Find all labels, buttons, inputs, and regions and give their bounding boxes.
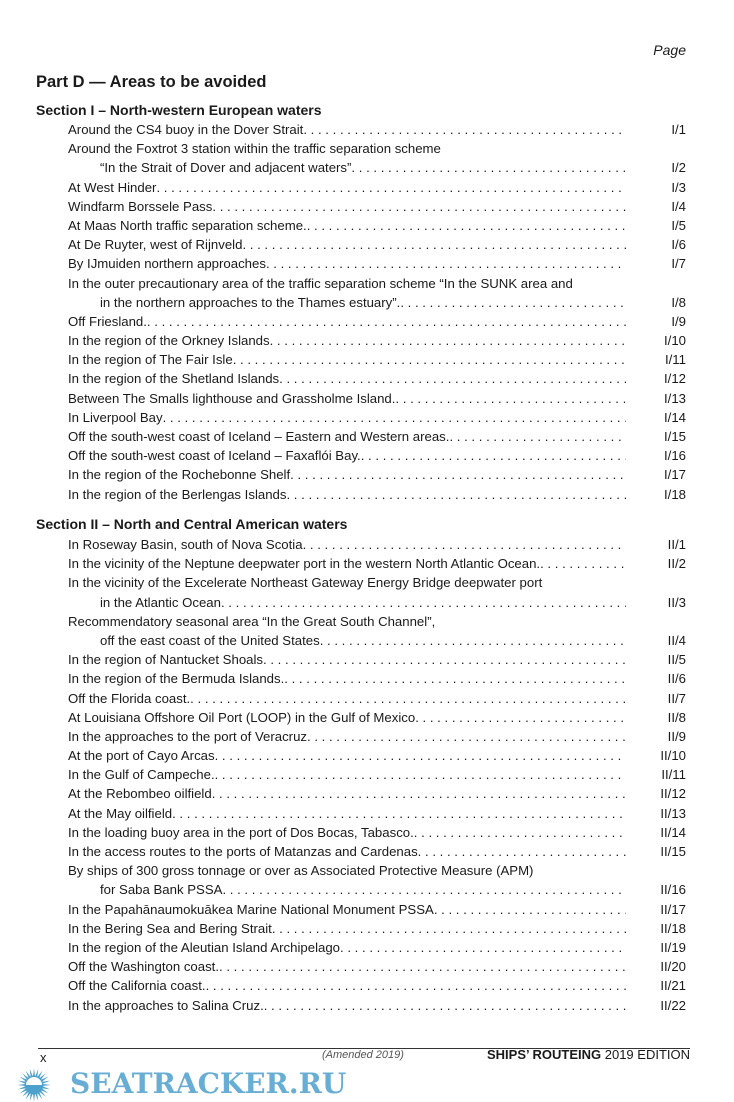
toc-entry-title: Off the California coast. — [68, 978, 206, 994]
toc-entry-title: In the region of the Orkney Islands — [68, 333, 270, 349]
toc-entry-line — [68, 535, 686, 554]
sun-ray — [33, 1068, 35, 1076]
toc-entry[interactable] — [68, 727, 686, 746]
toc-entry[interactable] — [68, 689, 686, 708]
toc-entry-title: At West Hinder — [68, 179, 157, 195]
toc-entry-line — [68, 485, 686, 504]
toc-entry-title: Around the Foxtrot 3 station within the traffic separation scheme — [68, 141, 441, 157]
toc-page-number: I/5 — [671, 217, 686, 233]
toc-page-number: I/4 — [671, 198, 686, 214]
toc-entry-title: Windfarm Borssele Pass — [68, 198, 213, 214]
toc-entry[interactable] — [68, 254, 686, 273]
toc-entry-line — [68, 804, 686, 823]
toc-entry[interactable] — [68, 823, 686, 842]
toc-entry[interactable] — [68, 197, 686, 216]
toc-entry-line — [68, 631, 686, 650]
toc-entry-line — [68, 669, 686, 688]
sun-logo-icon — [4, 1068, 64, 1102]
dot-leader — [395, 389, 626, 408]
toc-entry-line — [68, 120, 686, 139]
toc-entry-title: By ships of 300 gross tonnage or over as Associated Protective Measure (APM) — [68, 863, 534, 879]
toc-entry-title: At the Rebombeo oilfield — [68, 786, 212, 802]
toc-entry-line — [68, 823, 686, 842]
toc-entry-line — [68, 235, 686, 254]
sun-ray — [26, 1071, 31, 1079]
toc-entry-title: By IJmuiden northern approaches — [68, 256, 266, 272]
toc-entry-title: In the region of the Shetland Islands — [68, 371, 280, 387]
toc-page-number: II/14 — [660, 824, 686, 840]
toc-entry-line — [68, 727, 686, 746]
dot-leader — [418, 842, 626, 861]
sun-ray — [18, 1086, 26, 1089]
sun-ray — [37, 1071, 42, 1079]
toc-page-number: II/21 — [660, 978, 686, 994]
toc-page-number: II/10 — [660, 748, 686, 764]
toc-entry-line — [68, 293, 686, 312]
toc-page-number: I/11 — [664, 352, 686, 368]
dot-leader — [242, 235, 626, 254]
dot-leader — [264, 996, 626, 1015]
sun-ray — [42, 1081, 50, 1084]
dot-leader — [221, 593, 626, 612]
toc-entry-title: In the Papahānaumokuākea Marine National Monument PSSA — [68, 901, 434, 917]
toc-entry-title: At Maas North traffic separation scheme. — [68, 217, 307, 233]
dot-leader — [286, 485, 626, 504]
toc-entry[interactable] — [68, 765, 686, 784]
toc-entry-line — [68, 408, 686, 427]
watermark — [0, 1068, 734, 1102]
toc-page-number: I/13 — [664, 390, 686, 406]
toc-page-number: II/20 — [660, 959, 686, 975]
dot-leader — [540, 554, 626, 573]
toc-entry[interactable] — [68, 996, 686, 1015]
toc-entry[interactable] — [68, 804, 686, 823]
toc-page-number: II/16 — [660, 882, 686, 898]
dot-leader — [434, 900, 626, 919]
section-1-entries — [68, 120, 686, 504]
toc-entry-line — [68, 593, 686, 612]
toc-entry-line — [68, 427, 686, 446]
toc-entry-title: At De Ruyter, west of Rijnveld — [68, 237, 243, 253]
toc-entry-title: In the region of the Aleutian Island Archipelago — [68, 939, 341, 955]
toc-entry-title: In Liverpool Bay — [68, 409, 163, 425]
section-1-title: Section I – North-western European waters — [36, 102, 322, 118]
toc-page-number: II/9 — [667, 728, 686, 744]
dot-leader — [307, 727, 626, 746]
toc-page-number: I/17 — [664, 467, 686, 483]
toc-entry-title: In the region of Nantucket Shoals — [68, 652, 264, 668]
toc-entry[interactable] — [68, 669, 686, 688]
dot-leader — [215, 765, 626, 784]
dot-leader — [415, 708, 626, 727]
toc-entry[interactable] — [68, 350, 686, 369]
toc-entry[interactable] — [68, 554, 686, 573]
toc-entry-line — [68, 708, 686, 727]
toc-page-number: II/19 — [660, 939, 686, 955]
toc-entry[interactable] — [68, 708, 686, 727]
toc-entry-title: in the Atlantic Ocean — [100, 594, 221, 610]
sun-ray — [35, 1093, 38, 1101]
sun-ray — [37, 1092, 42, 1100]
sun-ray — [17, 1084, 25, 1086]
dot-leader — [156, 178, 626, 197]
watermark-text: SEATRACKER.RU — [70, 1067, 347, 1100]
toc-page-number: I/2 — [671, 160, 686, 176]
toc-entry-title: Off Friesland. — [68, 313, 147, 329]
toc-entry-line — [68, 254, 686, 273]
sun-ray — [43, 1084, 51, 1086]
toc-page-number: II/18 — [660, 920, 686, 936]
dot-leader — [414, 823, 626, 842]
sun-ray — [22, 1090, 28, 1096]
toc-entry-line — [68, 842, 686, 861]
toc-entry-line — [68, 765, 686, 784]
dot-leader — [449, 427, 626, 446]
toc-page-number: II/11 — [661, 767, 686, 783]
section-2-title: Section II – North and Central American waters — [36, 516, 348, 532]
sun-ray — [20, 1077, 28, 1082]
toc-page-number: I/7 — [671, 256, 686, 272]
toc-entry[interactable] — [68, 178, 686, 197]
dot-leader — [222, 880, 626, 899]
dot-leader — [233, 350, 626, 369]
toc-entry-title: In the outer precautionary area of the traffic separation scheme “In the SUNK area and — [68, 275, 573, 291]
toc-page-number: II/3 — [667, 594, 686, 610]
toc-page-number: II/5 — [667, 652, 686, 668]
dot-leader — [266, 254, 626, 273]
toc-entry-title: In the approaches to Salina Cruz. — [68, 997, 264, 1013]
dot-leader — [206, 976, 626, 995]
footer-edition — [487, 1047, 690, 1062]
sun-ray — [30, 1093, 33, 1101]
toc-entry-title: In the Gulf of Campeche. — [68, 767, 215, 783]
toc-entry[interactable] — [68, 485, 686, 504]
toc-entry-title: In the vicinity of the Neptune deepwater port in the western North Atlantic Ocean. — [68, 556, 541, 572]
toc-entry-title: Off the Washington coast. — [68, 959, 220, 975]
toc-entry-line — [68, 465, 686, 484]
toc-page-number: I/3 — [671, 179, 686, 195]
toc-entry-line — [68, 957, 686, 976]
toc-entry[interactable] — [68, 139, 686, 177]
toc-entry-title: In the loading buoy area in the port of Dos Bocas, Tabasco. — [68, 824, 414, 840]
toc-entry[interactable] — [68, 919, 686, 938]
toc-entry[interactable] — [68, 274, 686, 312]
toc-entry-line — [68, 996, 686, 1015]
toc-entry[interactable] — [68, 408, 686, 427]
toc-entry-line — [68, 312, 686, 331]
toc-entry-title: for Saba Bank PSSA — [100, 882, 223, 898]
toc-page-number: II/17 — [660, 901, 686, 917]
toc-entry[interactable] — [68, 312, 686, 331]
toc-entry-title: At Louisiana Offshore Oil Port (LOOP) in the Gulf of Mexico — [68, 709, 416, 725]
sun-ray — [18, 1081, 26, 1084]
toc-page-number: I/16 — [664, 448, 686, 464]
dot-leader — [212, 784, 626, 803]
toc-page-number: II/13 — [660, 805, 686, 821]
toc-entry-line — [68, 900, 686, 919]
toc-page-number: II/12 — [660, 786, 686, 802]
toc-entry-line — [68, 880, 686, 899]
dot-leader — [147, 312, 626, 331]
toc-page-number: II/4 — [667, 632, 686, 648]
toc-page-number: II/6 — [667, 671, 686, 687]
sun-ray — [39, 1073, 45, 1079]
toc-entry-title: In the region of the Rochebonne Shelf — [68, 467, 291, 483]
toc-entry-line — [68, 197, 686, 216]
toc-entry[interactable] — [68, 235, 686, 254]
toc-entry-title: In the region of the Berlengas Islands — [68, 486, 287, 502]
dot-leader — [212, 197, 626, 216]
part-title: Part D — Areas to be avoided — [36, 73, 267, 91]
toc-entry-line — [68, 350, 686, 369]
toc-entry[interactable] — [68, 938, 686, 957]
dot-leader — [172, 804, 626, 823]
toc-entry-title: In the region of The Fair Isle — [68, 352, 233, 368]
toc-entry-line — [68, 861, 686, 880]
toc-page-number: I/18 — [664, 486, 686, 502]
toc-entry[interactable] — [68, 446, 686, 465]
toc-page-number: I/9 — [671, 313, 686, 329]
toc-entry[interactable] — [68, 369, 686, 388]
toc-entry[interactable] — [68, 784, 686, 803]
dot-leader — [400, 293, 626, 312]
toc-entry[interactable] — [68, 389, 686, 408]
sun-ray — [33, 1094, 35, 1102]
toc-entry[interactable] — [68, 465, 686, 484]
toc-entry[interactable] — [68, 535, 686, 554]
toc-page-number: I/8 — [671, 294, 686, 310]
toc-entry[interactable] — [68, 120, 686, 139]
sun-ray — [20, 1088, 28, 1093]
toc-entry[interactable] — [68, 216, 686, 235]
dot-leader — [290, 465, 626, 484]
dot-leader — [263, 650, 626, 669]
sun-ray — [35, 1069, 38, 1077]
toc-entry-line — [68, 331, 686, 350]
toc-entry-title: At the port of Cayo Arcas — [68, 748, 215, 764]
toc-entry-title: in the northern approaches to the Thames estuary”. — [100, 294, 401, 310]
toc-entry-title: In the access routes to the ports of Matanzas and Cardenas — [68, 844, 418, 859]
toc-entry[interactable] — [68, 650, 686, 669]
toc-page-number: II/22 — [660, 997, 686, 1013]
toc-entry-line — [68, 158, 686, 177]
dot-leader — [340, 938, 626, 957]
toc-entry-line — [68, 976, 686, 995]
toc-entry[interactable] — [68, 331, 686, 350]
sun-ray — [30, 1069, 33, 1077]
dot-leader — [351, 158, 626, 177]
toc-entry-line — [68, 919, 686, 938]
toc-page-number: I/15 — [664, 429, 686, 444]
toc-entry-line — [68, 689, 686, 708]
sun-ray — [22, 1073, 28, 1079]
toc-entry-title: At the May oilfield — [68, 805, 173, 821]
toc-entry-line — [68, 650, 686, 669]
footer-amended: (Amended 2019) — [322, 1049, 404, 1061]
dot-leader — [219, 957, 626, 976]
toc-entry[interactable] — [68, 746, 686, 765]
toc-entry-title: Recommendatory seasonal area “In the Great South Channel”, — [68, 613, 436, 629]
sun-ray — [26, 1092, 31, 1100]
toc-entry[interactable] — [68, 900, 686, 919]
toc-entry[interactable] — [68, 427, 686, 446]
toc-entry-title: Between The Smalls lighthouse and Grassholme Island. — [68, 390, 396, 406]
toc-entry-title: “In the Strait of Dover and adjacent waters” — [100, 160, 352, 176]
toc-entry-title: In the vicinity of the Excelerate Northeast Gateway Energy Bridge deepwater port — [68, 575, 543, 591]
dot-leader — [163, 408, 626, 427]
toc-page-number: I/1 — [671, 122, 686, 137]
toc-page-number: I/12 — [664, 371, 686, 387]
toc-entry-line — [68, 938, 686, 957]
toc-entry-line — [68, 446, 686, 465]
dot-leader — [215, 746, 626, 765]
dot-leader — [303, 120, 626, 139]
sun-ray — [39, 1090, 45, 1096]
toc-entry-line — [68, 746, 686, 765]
toc-entry-line — [68, 612, 686, 631]
dot-leader — [284, 669, 626, 688]
toc-entry-line — [68, 178, 686, 197]
footer-book-title: SHIPS’ ROUTEING — [486, 1047, 602, 1062]
dot-leader — [307, 216, 626, 235]
toc-page-number: II/1 — [667, 537, 686, 552]
toc-entry-line — [68, 139, 686, 158]
dot-leader — [272, 919, 626, 938]
toc-entry-title: In the approaches to the port of Veracruz — [68, 728, 307, 744]
toc-entry-line — [68, 216, 686, 235]
toc-entry-title: Off the Florida coast. — [68, 690, 191, 706]
toc-entry[interactable] — [68, 957, 686, 976]
sun-ray — [42, 1086, 50, 1089]
sun-ray — [41, 1088, 49, 1093]
toc-page-number: II/7 — [667, 690, 686, 706]
toc-entry[interactable] — [68, 976, 686, 995]
toc-entry-title: off the east coast of the United States — [100, 632, 320, 648]
toc-entry-line — [68, 274, 686, 293]
toc-entry-title: Off the south-west coast of Iceland – Faxaflói Bay. — [68, 448, 361, 464]
toc-entry-title: In Roseway Basin, south of Nova Scotia — [68, 537, 303, 552]
toc-entry-line — [68, 784, 686, 803]
toc-entry-line — [68, 369, 686, 388]
section-2-entries — [68, 535, 686, 1015]
toc-page-number: I/6 — [671, 237, 686, 253]
dot-leader — [270, 331, 626, 350]
toc-page-number: I/10 — [664, 333, 686, 349]
toc-entry[interactable] — [68, 573, 686, 611]
toc-entry-title: In the Bering Sea and Bering Strait — [68, 920, 272, 936]
dot-leader — [190, 689, 626, 708]
toc-entry[interactable] — [68, 861, 686, 899]
toc-entry-line — [68, 554, 686, 573]
toc-entry-line — [68, 389, 686, 408]
dot-leader — [303, 535, 626, 554]
page-column-label: Page — [653, 42, 686, 58]
toc-page-number: II/2 — [667, 556, 686, 572]
toc-entry-title: Around the CS4 buoy in the Dover Strait — [68, 122, 304, 137]
sun-ray — [41, 1077, 49, 1082]
toc-entry[interactable] — [68, 612, 686, 650]
footer-page-number: x — [40, 1050, 47, 1065]
toc-page-number: II/15 — [660, 844, 686, 859]
toc-entry-line — [68, 573, 686, 592]
dot-leader — [320, 631, 626, 650]
toc-entry-title: In the region of the Bermuda Islands. — [68, 671, 285, 687]
dot-leader — [279, 369, 626, 388]
dot-leader — [361, 446, 626, 465]
toc-page-number: II/8 — [667, 709, 686, 725]
toc-entry-title: Off the south-west coast of Iceland – Eastern and Western areas. — [68, 429, 450, 444]
footer-edition-year: 2019 EDITION — [601, 1047, 690, 1062]
toc-page-number: I/14 — [664, 409, 686, 425]
toc-entry[interactable] — [68, 842, 686, 861]
